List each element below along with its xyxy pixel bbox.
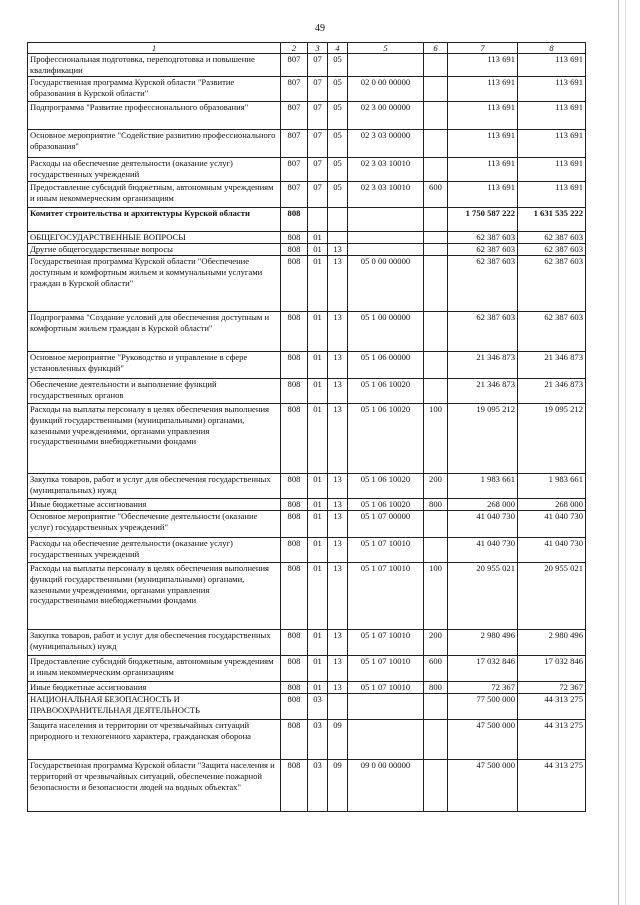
row-amount-1: 77 500 000 [448, 694, 518, 720]
row-amount-2: 21 346 873 [518, 379, 586, 404]
row-amount-2: 21 346 873 [518, 352, 586, 379]
row-name: Профессиональная подготовка, переподготовка и повышение квалификации [28, 54, 281, 77]
row-name: Подпрограмма "Создание условий для обеспечения доступным и комфортным жильем граждан в Курской области" [28, 312, 281, 352]
row-name: Основное мероприятие "Содействие развитию профессионального образования" [28, 130, 281, 158]
row-amount-2: 2 980 496 [518, 630, 586, 656]
row-expense-type: 800 [424, 682, 448, 694]
row-name: Расходы на обеспечение деятельности (оказание услуг) государственных учреждений [28, 538, 281, 563]
table-row [28, 256, 586, 312]
row-amount-2: 41 040 730 [518, 538, 586, 563]
row-expense-type: 200 [424, 630, 448, 656]
row-section-code: 07 [308, 54, 328, 77]
table-row [28, 630, 586, 656]
row-subsection-code: 13 [328, 312, 348, 352]
row-amount-2: 17 032 846 [518, 656, 586, 682]
row-subsection-code: 05 [328, 130, 348, 158]
row-expense-type [424, 130, 448, 158]
row-subsection-code: 13 [328, 656, 348, 682]
row-expense-type [424, 256, 448, 312]
row-section-code: 03 [308, 694, 328, 720]
row-name: Основное мероприятие "Руководство и управление в сфере установленных функций" [28, 352, 281, 379]
row-expense-type: 200 [424, 474, 448, 499]
row-amount-1: 72 367 [448, 682, 518, 694]
row-amount-1: 17 032 846 [448, 656, 518, 682]
row-expense-type [424, 232, 448, 244]
header-cell-8: 8 [518, 43, 586, 54]
row-subsection-code: 05 [328, 158, 348, 182]
row-subsection-code: 13 [328, 404, 348, 474]
row-section-code: 07 [308, 182, 328, 208]
table-row [28, 682, 586, 694]
row-admin-code: 808 [281, 760, 308, 812]
table-row [28, 499, 586, 511]
row-section-code: 03 [308, 760, 328, 812]
row-admin-code: 808 [281, 379, 308, 404]
row-name: Закупка товаров, работ и услуг для обеспечения государственных (муниципальных) нужд [28, 474, 281, 499]
table-row [28, 694, 586, 720]
table-row [28, 77, 586, 102]
table-row [28, 232, 586, 244]
row-amount-2: 44 313 275 [518, 720, 586, 760]
budget-table [27, 42, 586, 812]
row-target-article: 05 1 07 10010 [348, 656, 424, 682]
row-admin-code: 808 [281, 404, 308, 474]
row-section-code: 01 [308, 379, 328, 404]
table-row [28, 102, 586, 130]
row-admin-code: 808 [281, 352, 308, 379]
table-row [28, 404, 586, 474]
row-subsection-code: 05 [328, 77, 348, 102]
row-expense-type [424, 352, 448, 379]
header-cell-5: 5 [348, 43, 424, 54]
row-name: Расходы на выплаты персоналу в целях обеспечения выполнения функций государственными (муниципальными) органами, казенными учреждениями, органами управления государственными внебюджетными фондами [28, 404, 281, 474]
row-subsection-code: 13 [328, 630, 348, 656]
row-name: Предоставление субсидий бюджетным, автономным учреждениям и иным некоммерческим организациям [28, 182, 281, 208]
row-admin-code: 808 [281, 232, 308, 244]
row-amount-1: 21 346 873 [448, 352, 518, 379]
row-amount-2: 19 095 212 [518, 404, 586, 474]
table-row [28, 158, 586, 182]
row-amount-1: 21 346 873 [448, 379, 518, 404]
row-amount-1: 1 983 661 [448, 474, 518, 499]
row-admin-code: 808 [281, 630, 308, 656]
table-row [28, 720, 586, 760]
row-name: Расходы на выплаты персоналу в целях обеспечения выполнения функций государственными (муниципальными) органами, казенными учреждениями, органами управления государственными внебюджетными фондами [28, 563, 281, 630]
row-amount-1: 113 691 [448, 158, 518, 182]
row-target-article: 09 0 00 00000 [348, 760, 424, 812]
row-expense-type [424, 720, 448, 760]
row-amount-2: 62 387 603 [518, 232, 586, 244]
row-expense-type [424, 244, 448, 256]
header-cell-7: 7 [448, 43, 518, 54]
table-row [28, 474, 586, 499]
row-admin-code: 808 [281, 256, 308, 312]
row-subsection-code: 09 [328, 760, 348, 812]
row-amount-1: 47 500 000 [448, 720, 518, 760]
row-expense-type [424, 694, 448, 720]
row-admin-code: 808 [281, 244, 308, 256]
row-section-code: 01 [308, 511, 328, 538]
row-subsection-code: 13 [328, 682, 348, 694]
row-amount-1: 113 691 [448, 182, 518, 208]
row-admin-code: 808 [281, 694, 308, 720]
row-admin-code: 808 [281, 511, 308, 538]
row-name: Иные бюджетные ассигнования [28, 499, 281, 511]
row-amount-1: 113 691 [448, 130, 518, 158]
row-amount-2: 41 040 730 [518, 511, 586, 538]
page-number: 49 [315, 23, 325, 34]
row-name: Подпрограмма "Развитие профессионального образования" [28, 102, 281, 130]
row-subsection-code: 13 [328, 511, 348, 538]
row-admin-code: 807 [281, 130, 308, 158]
row-subsection-code: 13 [328, 244, 348, 256]
row-section-code: 03 [308, 720, 328, 760]
row-amount-2: 62 387 603 [518, 256, 586, 312]
row-amount-1: 62 387 603 [448, 232, 518, 244]
row-name: Защита населения и территории от чрезвычайных ситуаций природного и техногенного характера, гражданская оборона [28, 720, 281, 760]
row-amount-1: 41 040 730 [448, 538, 518, 563]
row-subsection-code: 13 [328, 499, 348, 511]
row-section-code: 01 [308, 538, 328, 563]
row-expense-type: 100 [424, 404, 448, 474]
row-amount-1: 47 500 000 [448, 760, 518, 812]
row-target-article: 05 0 00 00000 [348, 256, 424, 312]
row-admin-code: 808 [281, 563, 308, 630]
row-target-article: 05 1 06 10020 [348, 404, 424, 474]
table-row [28, 244, 586, 256]
row-name: Государственная программа Курской области "Защита населения и территорий от чрезвычайных ситуаций, обеспечение пожарной безопасности и безопасности людей на водных объектах" [28, 760, 281, 812]
row-section-code: 01 [308, 312, 328, 352]
row-amount-1: 268 000 [448, 499, 518, 511]
row-amount-2: 1 983 661 [518, 474, 586, 499]
row-section-code: 01 [308, 630, 328, 656]
row-amount-1: 113 691 [448, 77, 518, 102]
row-target-article: 05 1 07 10010 [348, 538, 424, 563]
row-expense-type [424, 760, 448, 812]
row-subsection-code: 05 [328, 102, 348, 130]
row-expense-type [424, 102, 448, 130]
row-target-article: 05 1 07 10010 [348, 563, 424, 630]
table-row [28, 182, 586, 208]
header-cell-3: 3 [308, 43, 328, 54]
row-subsection-code: 13 [328, 538, 348, 563]
row-target-article: 05 1 07 10010 [348, 682, 424, 694]
row-amount-1: 19 095 212 [448, 404, 518, 474]
table-row [28, 208, 586, 232]
row-expense-type [424, 208, 448, 232]
row-name: Предоставление субсидий бюджетным, автономным учреждениям и иным некоммерческим организациям [28, 656, 281, 682]
row-target-article: 05 1 00 00000 [348, 312, 424, 352]
row-section-code: 07 [308, 130, 328, 158]
row-section-code: 07 [308, 102, 328, 130]
row-amount-2: 62 387 603 [518, 244, 586, 256]
row-target-article: 02 3 00 00000 [348, 102, 424, 130]
row-target-article: 02 3 03 10010 [348, 158, 424, 182]
row-admin-code: 808 [281, 538, 308, 563]
row-admin-code: 808 [281, 474, 308, 499]
row-subsection-code [328, 232, 348, 244]
row-target-article: 05 1 07 00000 [348, 511, 424, 538]
row-target-article [348, 54, 424, 77]
row-target-article: 02 0 00 00000 [348, 77, 424, 102]
row-subsection-code [328, 208, 348, 232]
row-amount-2: 113 691 [518, 102, 586, 130]
row-name: ОБЩЕГОСУДАРСТВЕННЫЕ ВОПРОСЫ [28, 232, 281, 244]
header-cell-2: 2 [281, 43, 308, 54]
row-name: Государственная программа Курской области "Развитие образования в Курской области" [28, 77, 281, 102]
row-subsection-code: 05 [328, 182, 348, 208]
row-section-code: 01 [308, 474, 328, 499]
row-amount-2: 113 691 [518, 77, 586, 102]
row-amount-2: 62 387 603 [518, 312, 586, 352]
row-subsection-code: 09 [328, 720, 348, 760]
row-subsection-code: 13 [328, 379, 348, 404]
row-amount-2: 113 691 [518, 130, 586, 158]
table-row [28, 760, 586, 812]
row-amount-2: 1 631 535 222 [518, 208, 586, 232]
table-row [28, 563, 586, 630]
row-amount-2: 72 367 [518, 682, 586, 694]
header-row [28, 43, 586, 54]
row-admin-code: 808 [281, 682, 308, 694]
row-target-article: 05 1 06 10020 [348, 379, 424, 404]
row-target-article: 02 3 03 00000 [348, 130, 424, 158]
row-section-code: 07 [308, 77, 328, 102]
row-expense-type: 100 [424, 563, 448, 630]
row-section-code: 01 [308, 232, 328, 244]
row-admin-code: 807 [281, 77, 308, 102]
row-amount-1: 41 040 730 [448, 511, 518, 538]
row-expense-type [424, 312, 448, 352]
row-admin-code: 807 [281, 102, 308, 130]
row-section-code: 01 [308, 563, 328, 630]
row-expense-type: 600 [424, 656, 448, 682]
row-name: Расходы на обеспечение деятельности (оказание услуг) государственных учреждений [28, 158, 281, 182]
header-cell-4: 4 [328, 43, 348, 54]
row-expense-type [424, 511, 448, 538]
row-section-code: 01 [308, 352, 328, 379]
row-amount-2: 113 691 [518, 182, 586, 208]
row-amount-1: 1 750 587 222 [448, 208, 518, 232]
row-expense-type: 800 [424, 499, 448, 511]
row-section-code: 07 [308, 158, 328, 182]
row-expense-type [424, 379, 448, 404]
row-subsection-code: 05 [328, 54, 348, 77]
table-row [28, 352, 586, 379]
row-section-code: 01 [308, 656, 328, 682]
row-admin-code: 807 [281, 158, 308, 182]
row-section-code [308, 208, 328, 232]
row-admin-code: 808 [281, 656, 308, 682]
row-admin-code: 808 [281, 208, 308, 232]
row-admin-code: 807 [281, 54, 308, 77]
table-row [28, 130, 586, 158]
row-name: Иные бюджетные ассигнования [28, 682, 281, 694]
table-row [28, 379, 586, 404]
row-subsection-code: 13 [328, 563, 348, 630]
row-target-article: 05 1 06 10020 [348, 474, 424, 499]
row-section-code: 01 [308, 682, 328, 694]
scan-edge-line [618, 0, 619, 905]
row-name: Комитет строительства и архитектуры Курской области [28, 208, 281, 232]
row-amount-1: 20 955 021 [448, 563, 518, 630]
row-expense-type [424, 538, 448, 563]
row-amount-1: 113 691 [448, 54, 518, 77]
row-admin-code: 807 [281, 182, 308, 208]
row-expense-type [424, 158, 448, 182]
row-target-article [348, 232, 424, 244]
row-amount-1: 62 387 603 [448, 244, 518, 256]
row-section-code: 01 [308, 244, 328, 256]
row-expense-type [424, 54, 448, 77]
row-target-article [348, 694, 424, 720]
row-target-article: 05 1 06 00000 [348, 352, 424, 379]
row-admin-code: 808 [281, 499, 308, 511]
row-subsection-code [328, 694, 348, 720]
table-row [28, 538, 586, 563]
row-expense-type: 600 [424, 182, 448, 208]
row-amount-2: 268 000 [518, 499, 586, 511]
row-amount-1: 113 691 [448, 102, 518, 130]
row-expense-type [424, 77, 448, 102]
row-name: Государственная программа Курской области "Обеспечение доступным и комфортным жильем и коммунальными услугами граждан в Курской области" [28, 256, 281, 312]
row-amount-1: 62 387 603 [448, 256, 518, 312]
table-row [28, 54, 586, 77]
row-section-code: 01 [308, 499, 328, 511]
row-amount-1: 62 387 603 [448, 312, 518, 352]
row-amount-2: 44 313 275 [518, 760, 586, 812]
row-amount-2: 113 691 [518, 54, 586, 77]
row-admin-code: 808 [281, 720, 308, 760]
row-amount-2: 44 313 275 [518, 694, 586, 720]
table-row [28, 656, 586, 682]
row-amount-2: 20 955 021 [518, 563, 586, 630]
row-name: Закупка товаров, работ и услуг для обеспечения государственных (муниципальных) нужд [28, 630, 281, 656]
scan-edge-line [625, 0, 626, 905]
header-cell-6: 6 [424, 43, 448, 54]
row-name: Основное мероприятие "Обеспечение деятельности (оказание услуг) государственных учреждений" [28, 511, 281, 538]
header-cell-1: 1 [28, 43, 281, 54]
row-name: Другие общегосударственные вопросы [28, 244, 281, 256]
table-row [28, 312, 586, 352]
row-name: Обеспечение деятельности и выполнение функций государственных органов [28, 379, 281, 404]
row-admin-code: 808 [281, 312, 308, 352]
row-subsection-code: 13 [328, 352, 348, 379]
row-target-article [348, 244, 424, 256]
row-target-article: 05 1 07 10010 [348, 630, 424, 656]
row-target-article: 02 3 03 10010 [348, 182, 424, 208]
row-target-article: 05 1 06 10020 [348, 499, 424, 511]
row-section-code: 01 [308, 256, 328, 312]
row-amount-2: 113 691 [518, 158, 586, 182]
row-target-article [348, 720, 424, 760]
row-section-code: 01 [308, 404, 328, 474]
row-name: НАЦИОНАЛЬНАЯ БЕЗОПАСНОСТЬ И ПРАВООХРАНИТЕЛЬНАЯ ДЕЯТЕЛЬНОСТЬ [28, 694, 281, 720]
row-target-article [348, 208, 424, 232]
row-amount-1: 2 980 496 [448, 630, 518, 656]
table-row [28, 511, 586, 538]
row-subsection-code: 13 [328, 256, 348, 312]
row-subsection-code: 13 [328, 474, 348, 499]
